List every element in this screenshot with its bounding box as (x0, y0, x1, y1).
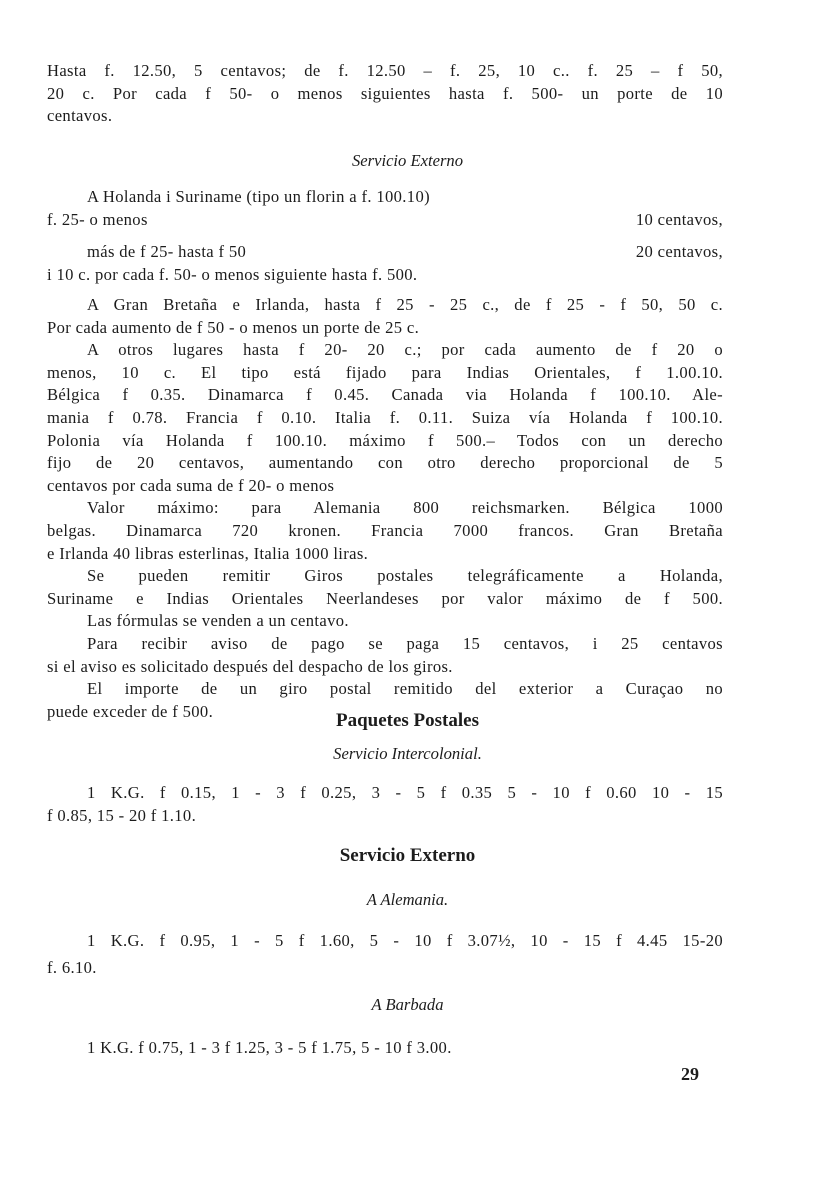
holanda-row-1-right: 10 centavos, (635, 209, 723, 229)
alemania-rates (47, 930, 723, 979)
alemania-heading: A Alemania. (366, 890, 449, 909)
intro-paragraph (47, 60, 723, 128)
body-text-line: Valor máximo: para Alemania 800 reichsmarken. Bélgica 1000 (87, 498, 723, 518)
body-text-line: El importe de un giro postal remitido del exterior a Curaçao no (87, 679, 723, 699)
intercolonial-rates (47, 782, 723, 827)
page-number: 29 (681, 1064, 699, 1084)
body-text-line: Para recibir aviso de pago se paga 15 centavos, i 25 centavos (87, 633, 723, 653)
barbada-line-1: 1 K.G. f 0.75, 1 - 3 f 1.25, 3 - 5 f 1.75, 5 - 10 f 3.00. (87, 1038, 452, 1057)
holanda-row-1 (47, 209, 723, 232)
holanda-row-2-right: 20 centavos, (635, 242, 723, 262)
body-text-line: Las fórmulas se venden a un centavo. (87, 611, 349, 631)
body-text-line: centavos por cada suma de f 20- o menos (47, 475, 335, 495)
intro-line-2: 20 c. Por cada f 50- o menos siguientes hasta f. 500- un porte de 10 (47, 83, 723, 103)
holanda-row-1-left: f. 25- o menos (47, 209, 148, 229)
body-text-line: Suriname e Indias Orientales Neerlandeses por valor máximo de f 500. (47, 588, 723, 608)
servicio-externo-heading: Servicio Externo (351, 151, 464, 170)
alemania-line-2: f. 6.10. (47, 957, 97, 977)
holanda-rates (47, 186, 723, 286)
holanda-line-1: A Holanda i Suriname (tipo un florin a f. 100.10) (87, 187, 430, 206)
holanda-row-2-left: más de f 25- hasta f 50 (87, 242, 247, 262)
body-text-line: e Irlanda 40 libras esterlinas, Italia 1000 liras. (47, 543, 369, 563)
intercolonial-line-2: f 0.85, 15 - 20 f 1.10. (47, 805, 197, 825)
body-text-line: belgas. Dinamarca 720 kronen. Francia 7000 francos. Gran Bretaña (47, 520, 723, 540)
body-text-line: A otros lugares hasta f 20- 20 c.; por cada aumento de f 20 o (87, 340, 723, 360)
body-text-line: fijo de 20 centavos, aumentando con otro derecho proporcional de 5 (47, 453, 723, 473)
paquetes-postales-heading: Paquetes Postales (335, 710, 479, 731)
body-text-line: si el aviso es solicitado después del despacho de los giros. (47, 656, 453, 676)
body-text-line: mania f 0.78. Francia f 0.10. Italia f. 0.11. Suiza vía Holanda f 100.10. (47, 407, 723, 427)
intro-line-1: Hasta f. 12.50, 5 centavos; de f. 12.50 – f. 25, 10 c.. f. 25 – f 50, (47, 61, 723, 80)
servicio-intercolonial-heading: Servicio Intercolonial. (333, 744, 482, 763)
body-text-line: Por cada aumento de f 50 - o menos un porte de 25 c. (47, 317, 420, 337)
body-text-line: Polonia vía Holanda f 100.10. máximo f 500.– Todos con un derecho (47, 430, 723, 450)
giros-body-text (47, 294, 723, 723)
body-text-line: Bélgica f 0.35. Dinamarca f 0.45. Canada via Holanda f 100.10. Ale- (47, 385, 723, 405)
intro-line-3: centavos. (47, 106, 113, 126)
barbada-heading: A Barbada (371, 995, 444, 1014)
holanda-row-2 (47, 241, 723, 264)
body-text-line: puede exceder de f 500. (47, 701, 214, 721)
body-text-line: Se pueden remitir Giros postales telegráficamente a Holanda, (87, 566, 723, 586)
holanda-line-4: i 10 c. por cada f. 50- o menos siguiente hasta f. 500. (47, 264, 418, 284)
body-text-line: menos, 10 c. El tipo está fijado para Indias Orientales, f 1.00.10. (47, 362, 723, 382)
body-text-line: A Gran Bretaña e Irlanda, hasta f 25 - 25 c., de f 25 - f 50, 50 c. (87, 295, 723, 314)
barbada-rates (47, 1037, 723, 1060)
intercolonial-line-1: 1 K.G. f 0.15, 1 - 3 f 0.25, 3 - 5 f 0.35 5 - 10 f 0.60 10 - 15 (87, 783, 723, 802)
servicio-externo-bold-heading: Servicio Externo (339, 845, 476, 866)
alemania-line-1: 1 K.G. f 0.95, 1 - 5 f 1.60, 5 - 10 f 3.07½, 10 - 15 f 4.45 15-20 (87, 931, 723, 950)
